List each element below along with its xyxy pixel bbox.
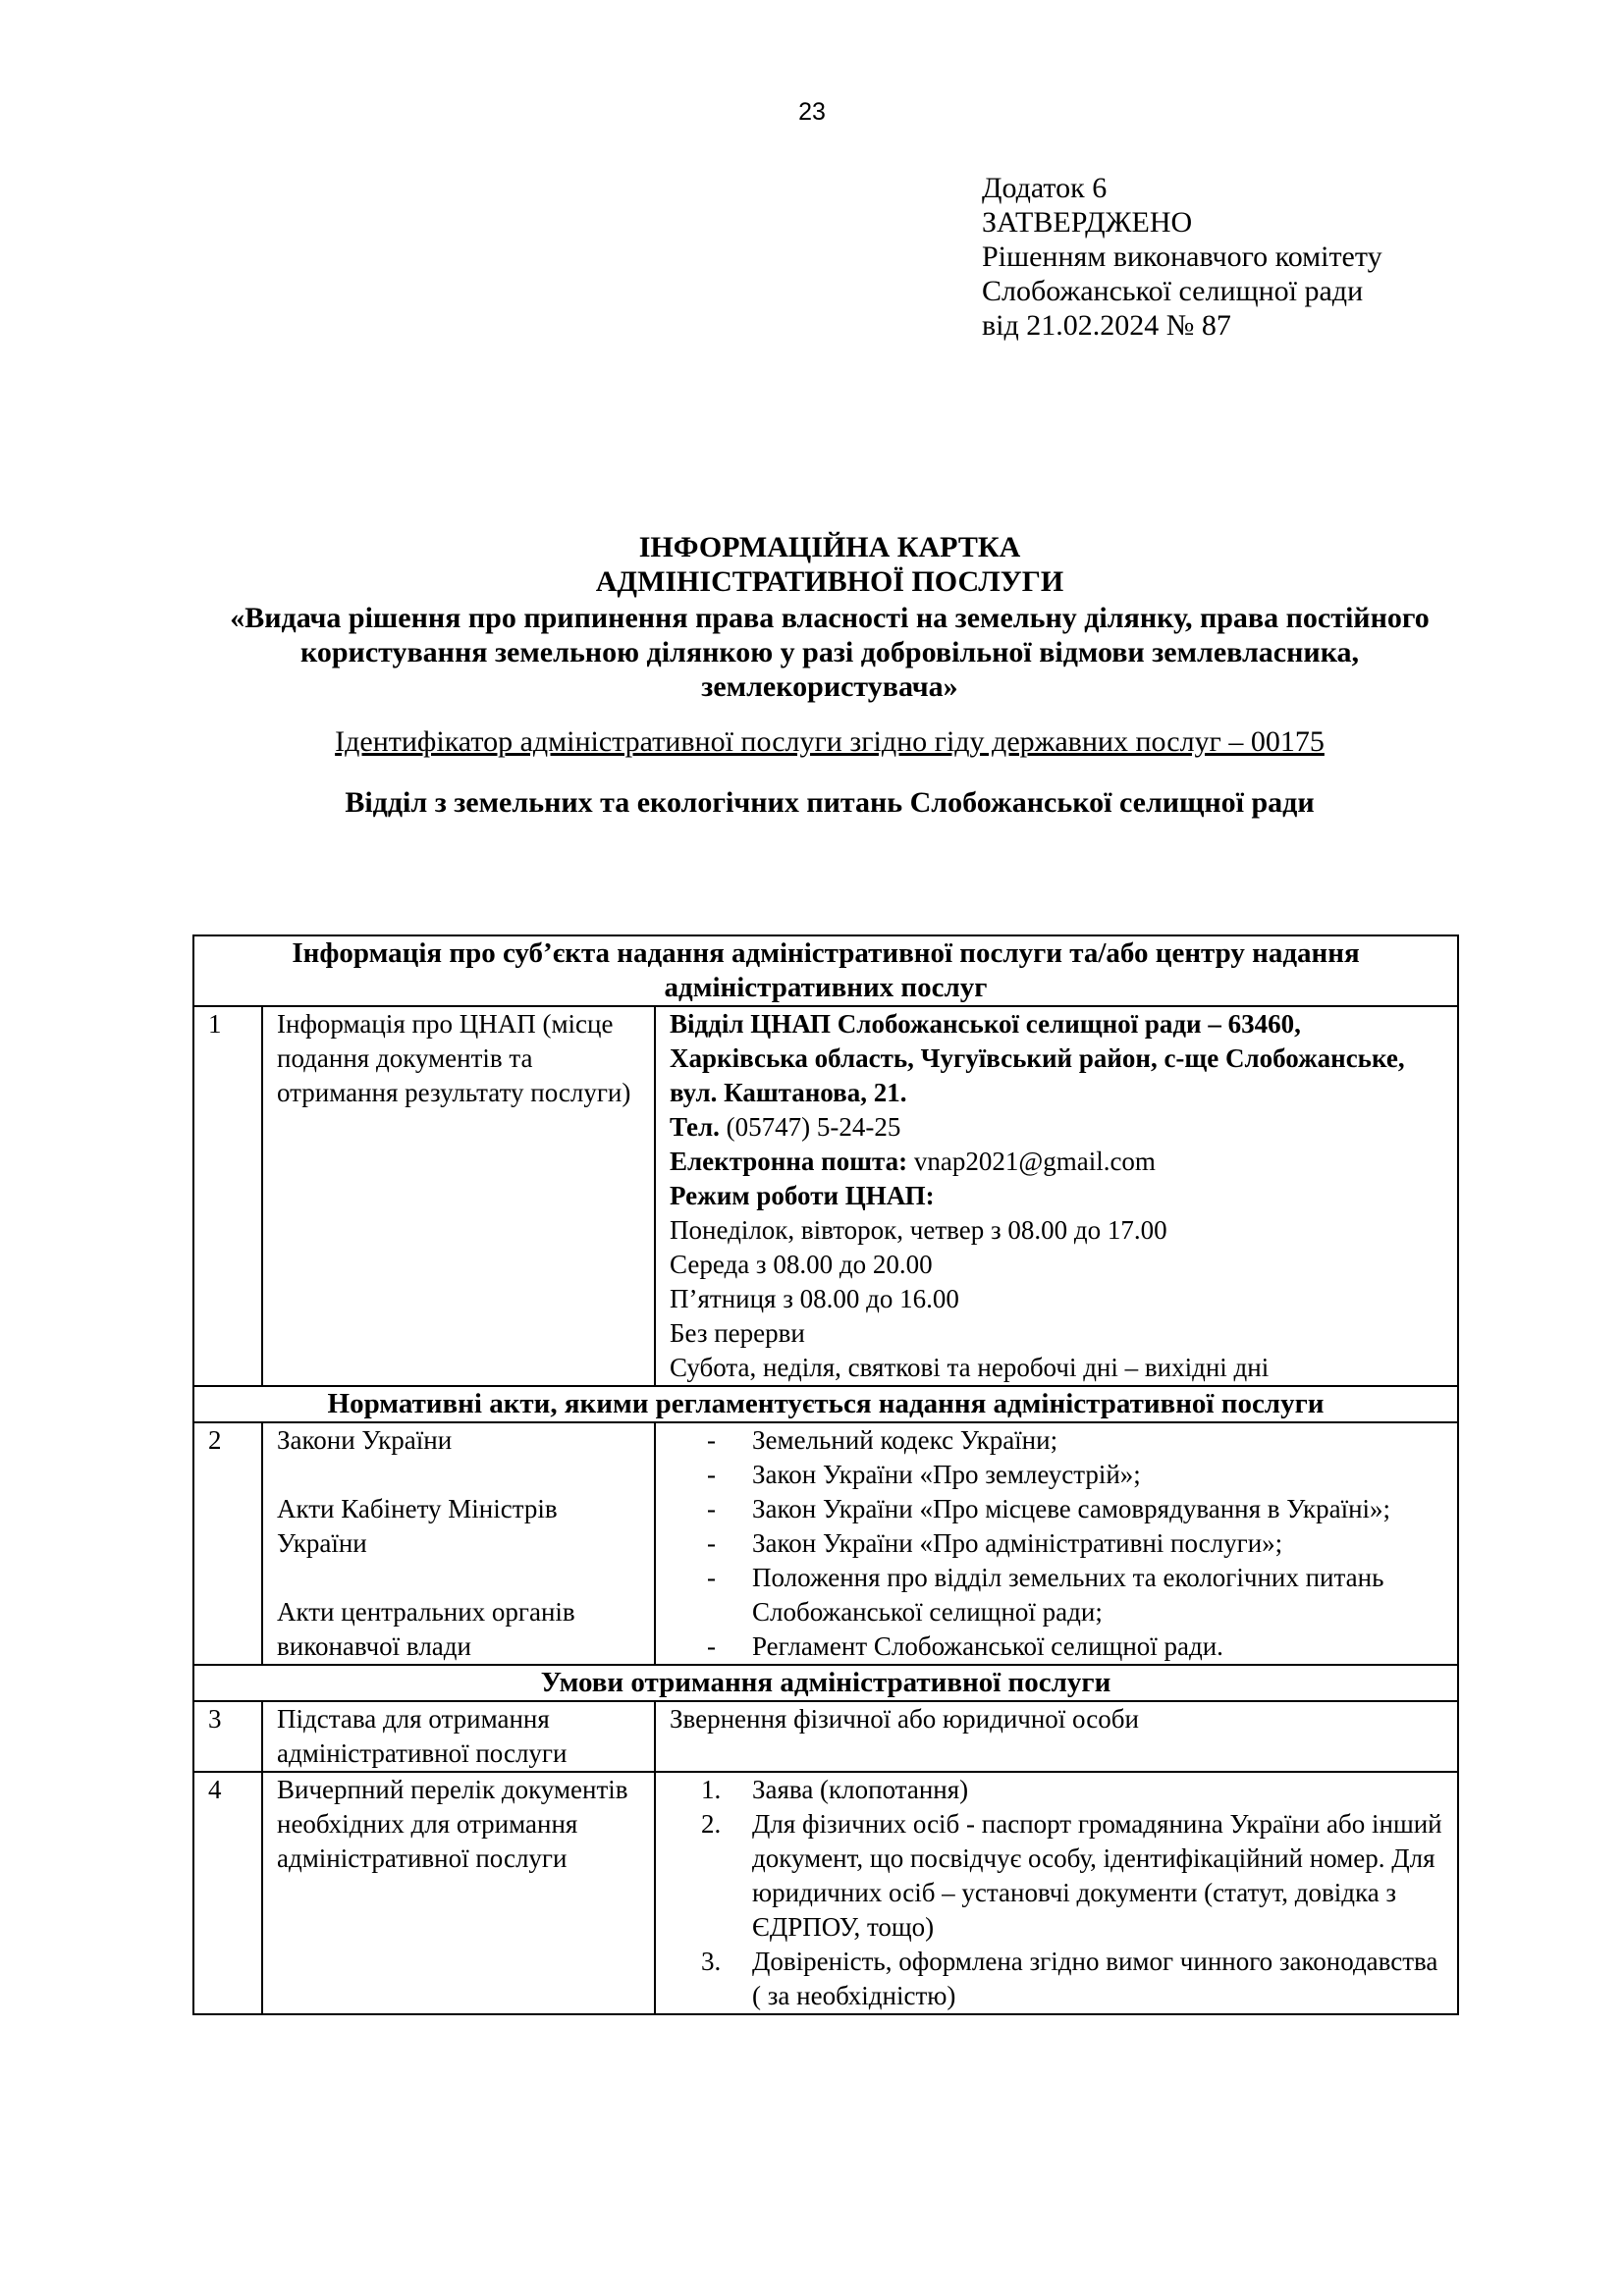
table-row [193, 1422, 1458, 1665]
section-header-row [193, 1665, 1458, 1701]
item-number: 2. [701, 1809, 722, 1839]
approval-block [982, 171, 1382, 343]
list-item: - Закон України «Про місцеве самоврядування в Україні»; [656, 1492, 1443, 1526]
title-block [191, 530, 1468, 820]
list-item: - Закон України «Про адміністративні послуги»; [656, 1526, 1443, 1561]
regulations-cell [655, 1422, 1458, 1665]
section-header-row [193, 1386, 1458, 1422]
schedule-line: Субота, неділя, святкові та неробочі дні – вихідні дні [670, 1353, 1270, 1382]
row-number: 3 [193, 1701, 262, 1772]
appendix-label: Додаток 6 [982, 172, 1108, 204]
list-item: - Земельний кодекс України; [656, 1423, 1443, 1458]
cnap-info-cell [655, 1006, 1458, 1386]
section-regulations: Нормативні акти, якими регламентується надання адміністративної послуги [193, 1386, 1458, 1422]
documents-list [656, 1773, 1443, 2013]
table-row [193, 1772, 1458, 2014]
table-row [193, 1701, 1458, 1772]
row-number: 4 [193, 1772, 262, 2014]
item-number: 3. [701, 1947, 722, 1976]
department-name: Відділ з земельних та екологічних питань Слобожанської селищної ради [345, 786, 1315, 819]
page-number: 23 [798, 98, 826, 126]
email-value[interactable]: vnap2021@gmail.com [907, 1147, 1156, 1176]
cnap-phone [670, 1110, 1443, 1145]
service-name: «Видача рішення про припинення права власності на земельну ділянку, права постійного користування земельною ділянкою у разі добровільної відмови землевласника, землекористувача» [230, 602, 1430, 703]
service-identifier: Ідентифікатор адміністративної послуги згідно гіду державних послуг – 00175 [335, 725, 1325, 758]
documents-cell [655, 1772, 1458, 2014]
list-item [656, 1807, 1443, 1945]
table-row [193, 1006, 1458, 1386]
section-provider-info: Інформація про суб’єкта надання адміністративної послуги та/або центру надання адміністративних послуг [193, 935, 1458, 1006]
schedule-line: Середа з 08.00 до 20.00 [670, 1250, 933, 1279]
row-title: Вичерпний перелік документів необхідних для отримання адміністративної послуги [262, 1772, 655, 2014]
cnap-email [670, 1145, 1443, 1179]
laws-label: Закони України [277, 1425, 453, 1455]
central-acts-label: Акти центральних органів виконавчої влади [277, 1597, 575, 1661]
list-item: - Регламент Слобожанської селищної ради. [656, 1629, 1443, 1664]
item-number: 1. [701, 1775, 722, 1804]
email-label: Електронна пошта: [670, 1147, 908, 1176]
row-title [262, 1422, 655, 1665]
decision-date: від 21.02.2024 № 87 [982, 309, 1231, 342]
phone-value: (05747) 5-24-25 [719, 1112, 901, 1142]
schedule-line: Без перерви [670, 1318, 805, 1348]
item-text: Заява (клопотання) [752, 1775, 969, 1804]
council-label: Слобожанської селищної ради [982, 275, 1364, 307]
regulations-list [656, 1423, 1443, 1664]
row-value: Звернення фізичної або юридичної особи [655, 1701, 1458, 1772]
item-text: Довіреність, оформлена згідно вимог чинного законодавства ( за необхідністю) [752, 1947, 1438, 2010]
row-title: Підстава для отримання адміністративної послуги [262, 1701, 655, 1772]
cnap-address: Відділ ЦНАП Слобожанської селищної ради – 63460, Харківська область, Чугуївський район, с-ще Слобожанське, вул. Каштанова, 21. [670, 1009, 1405, 1107]
list-item: - Положення про відділ земельних та екологічних питань Слобожанської селищної ради; [656, 1561, 1443, 1629]
info-card-table [192, 934, 1459, 2015]
schedule-label: Режим роботи ЦНАП: [670, 1181, 935, 1210]
section-conditions: Умови отримання адміністративної послуги [193, 1665, 1458, 1701]
row-title: Інформація про ЦНАП (місце подання документів та отримання результату послуги) [262, 1006, 655, 1386]
cabinet-acts-label: Акти Кабінету Міністрів України [277, 1494, 558, 1558]
schedule-line: П’ятниця з 08.00 до 16.00 [670, 1284, 959, 1313]
phone-label: Тел. [670, 1112, 720, 1142]
document-title: ІНФОРМАЦІЙНА КАРТКА [638, 531, 1021, 563]
item-text: Для фізичних осіб - паспорт громадянина України або інший документ, що посвідчує особу, ідентифікаційний номер. Для юридичних осіб – установчі документи (статут, довідка з ЄДРПОУ, тощо) [752, 1809, 1442, 1942]
schedule-line: Понеділок, вівторок, четвер з 08.00 до 17.00 [670, 1215, 1167, 1245]
decision-label: Рішенням виконавчого комітету [982, 240, 1382, 273]
row-number: 1 [193, 1006, 262, 1386]
document-subtitle: АДМІНІСТРАТИВНОЇ ПОСЛУГИ [595, 565, 1064, 598]
approved-label: ЗАТВЕРДЖЕНО [982, 206, 1193, 239]
list-item: - Закон України «Про землеустрій»; [656, 1458, 1443, 1492]
list-item [656, 1773, 1443, 1807]
section-header-row [193, 935, 1458, 1006]
row-number: 2 [193, 1422, 262, 1665]
list-item [656, 1945, 1443, 2013]
